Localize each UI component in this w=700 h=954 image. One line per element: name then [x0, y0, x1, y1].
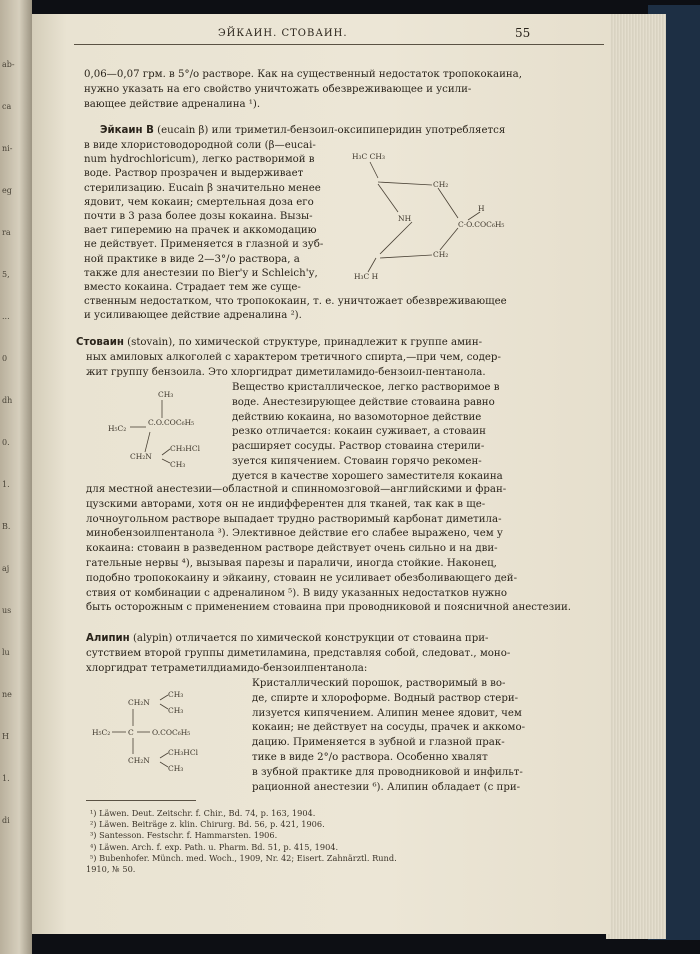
left-page-fragment: B. [2, 522, 11, 531]
text-line: кокаина: стоваин в разведенном растворе действует очень сильно и на дви- [86, 543, 498, 555]
text-line: подобно тропококаину и эйкаину, стоваин не усиливает обезболивающего дей- [86, 572, 518, 584]
text-line: 0,06—0,07 грм. в 5°/o растворе. Как на существенный недостаток тропококаина, [84, 69, 522, 80]
left-page-fragment: dh [2, 396, 13, 405]
left-page-fragment: ra [2, 228, 11, 237]
previous-page-edge [0, 0, 32, 954]
text-line: воде. Раствор прозрачен и выдерживает [84, 168, 304, 180]
eucaine-first-text: (eucain β) или триметил-бензоил-оксипиперидин употребляется [153, 125, 506, 136]
text-line: почти в 3 раза более дозы кокаина. Вызы- [84, 211, 313, 222]
stovaine-formula-ester: C.O.COC₆H₅ [148, 418, 195, 427]
alypine-formula-hcl: CH₃HCl [168, 748, 198, 757]
alypine-formula-c: C [128, 728, 134, 737]
text-line: зуется кипячением. Стоваин горячо рекомен- [232, 456, 482, 467]
stovaine-formula-ch3: CH₃ [158, 390, 174, 399]
alypine-first-line [86, 632, 488, 646]
text-line: в зубной практике для проводниковой и инфильт- [252, 766, 523, 778]
text-line: лочноугольном растворе выпадает трудно растворимый карбонат диметила- [86, 513, 502, 525]
running-header: ЭЙКАИН. СТОВАИН. [218, 28, 348, 39]
text-line: цузскими авторами, хотя он не индифферентен для тканей, так как в ще- [86, 498, 486, 510]
stovaine-formula-h5c2: H₅C₂ [108, 424, 127, 433]
stovaine-formula-ch2n: CH₂N [130, 452, 152, 461]
left-page-fragment: aj [2, 564, 10, 573]
footnote: ²) Läwen. Beiträge z. klin. Chirurg. Bd. 56, p. 421, 1906. [90, 819, 325, 830]
stovaine-first-text: (stovain), по химической структуре, принадлежит к группе амин- [123, 337, 483, 348]
text-line: вместо кокаина. Страдает тем же суще- [84, 282, 301, 293]
left-page-fragment: di [2, 816, 10, 825]
text-line: ственным недостатком, что тропококаин, т. е. уничтожает обезвреживающее [84, 296, 507, 308]
left-page-fragment: 5, [2, 270, 10, 279]
text-line: резко отличается: кокаин суживает, а стоваин [232, 426, 486, 438]
alypine-formula-top-n: CH₂N [128, 698, 150, 707]
alypine-formula-bot-ch3: CH₃ [168, 764, 184, 773]
text-line: дацию. Применяется в зубной и глазной прак- [252, 737, 505, 749]
text-line: лизуется кипячением. Алипин менее ядовит, чем [252, 707, 522, 719]
text-line: действию кокаина, но вазомоторное действие [232, 411, 482, 423]
text-line: хлоргидрат тетраметилдиамидо-бензоилпентанола: [86, 663, 368, 674]
text-line: Вещество кристаллическое, легко растворимое в [232, 382, 500, 393]
alypine-formula-bot-n: CH₂N [128, 756, 150, 765]
eucaine-formula-top: H₃C CH₃ [352, 152, 385, 161]
text-line: ствия от комбинации с адреналином ⁵). В виду указанных недостатков нужно [86, 587, 508, 599]
text-line: для местной анестезии—областной и спинномозговой—английскими и фран- [86, 484, 507, 495]
footnote: ⁴) Läwen. Arch. f. exp. Path. u. Pharm. Bd. 51, p. 415, 1904. [90, 841, 339, 852]
text-line: минобензоилпентанола ³). Элективное действие его слабее выражено, чем у [86, 528, 503, 540]
footnote: ³) Santesson. Festschr. f. Hammarsten. 1906. [90, 830, 278, 841]
text-line: ных амиловых алкоголей с характером третичного спирта,—при чем, содер- [86, 352, 501, 363]
left-page-fragment: 1. [2, 774, 10, 783]
text-line: гательные нервы ⁴), вызывая парезы и параличи, иногда стойкие. Наконец, [86, 558, 497, 569]
eucaine-formula-nh: NH [398, 214, 412, 223]
footnote-rule [86, 800, 196, 801]
text-line: стерилизацию. Eucain β значительно менее [84, 182, 321, 194]
text-line: num hydrochloricum), легко растворимой в [84, 154, 315, 166]
eucaine-formula-ester: C·O.COC₆H₅ [458, 220, 505, 229]
left-page-fragment: 1. [2, 480, 10, 489]
left-page-fragment: ca [2, 102, 12, 111]
text-line: рационной анестезии ⁶). Алипин обладает (с при- [252, 781, 521, 793]
text-line: ядовит, чем кокаин; смертельная доза его [84, 196, 314, 208]
alypine-formula-top-ch3a: CH₃ [168, 690, 184, 699]
alypine-title: Алипин [86, 633, 130, 644]
alypine-formula-ester: O.COC₆H₅ [152, 728, 191, 737]
footnote: ⁵) Bubenhofer. Münch. med. Woch., 1909, Nr. 42; Eisert. Zahnärztl. Rund. [90, 852, 397, 863]
left-page-fragment: 0. [2, 438, 10, 447]
text-line: сутствием второй группы диметиламина, представляя собой, следоват., моно- [86, 648, 511, 659]
text-line: вающее действие адреналина ¹). [84, 99, 261, 110]
eucaine-first-line [100, 124, 505, 138]
stovaine-formula-ch3b: CH₃ [170, 460, 186, 469]
text-line: быть осторожным с применением стоваина при проводниковой и поясничной анестезии. [86, 602, 572, 614]
eucaine-formula-h: H [478, 204, 485, 213]
left-page-fragment: 0 [2, 354, 8, 363]
left-page-fragment: ne [2, 690, 12, 699]
alypine-formula-h5c2: H₅C₂ [92, 728, 111, 737]
text-line: воде. Анестезирующее действие стоваина равно [232, 396, 495, 408]
left-page-fragment: us [2, 606, 12, 615]
left-page-fragment: ab- [2, 60, 15, 69]
text-line: ной практике в виде 2—3°/o раствора, а [84, 253, 300, 265]
text-line: в виде хлористоводородной соли (β—eucai- [84, 140, 316, 151]
text-line: расширяет сосуды. Раствор стоваина стерили- [232, 441, 485, 453]
footnote: 1910, № 50. [86, 864, 136, 874]
text-line: также для анестезии по Bier'у и Schleich'у, [84, 267, 318, 279]
alypine-first-text: (alypin) отличается по химической конструкции от стоваина при- [129, 633, 489, 644]
left-page-fragment: ni- [2, 144, 13, 153]
stovaine-title: Стоваин [76, 337, 124, 348]
text-line: де, спирте и хлороформе. Водный раствор стери- [252, 692, 519, 704]
text-line: жит группу бензоила. Это хлоргидрат диметиламидо-бензоил-пентанола. [86, 367, 486, 378]
left-page-fragment: H [2, 732, 9, 741]
alypine-formula-top-ch3b: CH₃ [168, 706, 184, 715]
eucaine-formula-ch2a: CH₂ [433, 180, 449, 189]
page-number: 55 [515, 26, 531, 40]
header-rule [74, 44, 604, 45]
left-page-fragment: ... [2, 312, 10, 321]
text-line: нужно указать на его свойство уничтожать обезвреживающее и усили- [84, 84, 472, 95]
eucaine-formula-bottom: H₃C H [354, 272, 379, 281]
text-line: вает гиперемию на прачек и аккомодацию [84, 225, 317, 237]
text-line: и усиливающее действие адреналина ²). [84, 310, 302, 322]
eucaine-formula-ch2b: CH₂ [433, 250, 449, 259]
text-line: кокаин; не действует на сосуды, прачек и аккомо- [252, 722, 526, 734]
left-page-fragment: lu [2, 648, 10, 657]
page-block-edge [606, 14, 666, 939]
text-line: дуется в качестве хорошего заместителя кокаина [232, 470, 503, 482]
left-page-fragment: eg [2, 186, 12, 195]
stovaine-first-line [76, 336, 482, 350]
eucaine-title: Эйкаин B [100, 125, 154, 136]
text-line: Кристаллический порошок, растворимый в во- [252, 678, 506, 689]
text-line: не действует. Применяется в глазной и зуб- [84, 239, 324, 251]
stovaine-formula-hcl: CH₃HCl [170, 444, 200, 453]
text-line: тике в виде 2°/o раствора. Особенно хвалят [252, 752, 488, 763]
footnote: ¹) Läwen. Deut. Zeitschr. f. Chir., Bd. 74, p. 163, 1904. [90, 808, 316, 818]
